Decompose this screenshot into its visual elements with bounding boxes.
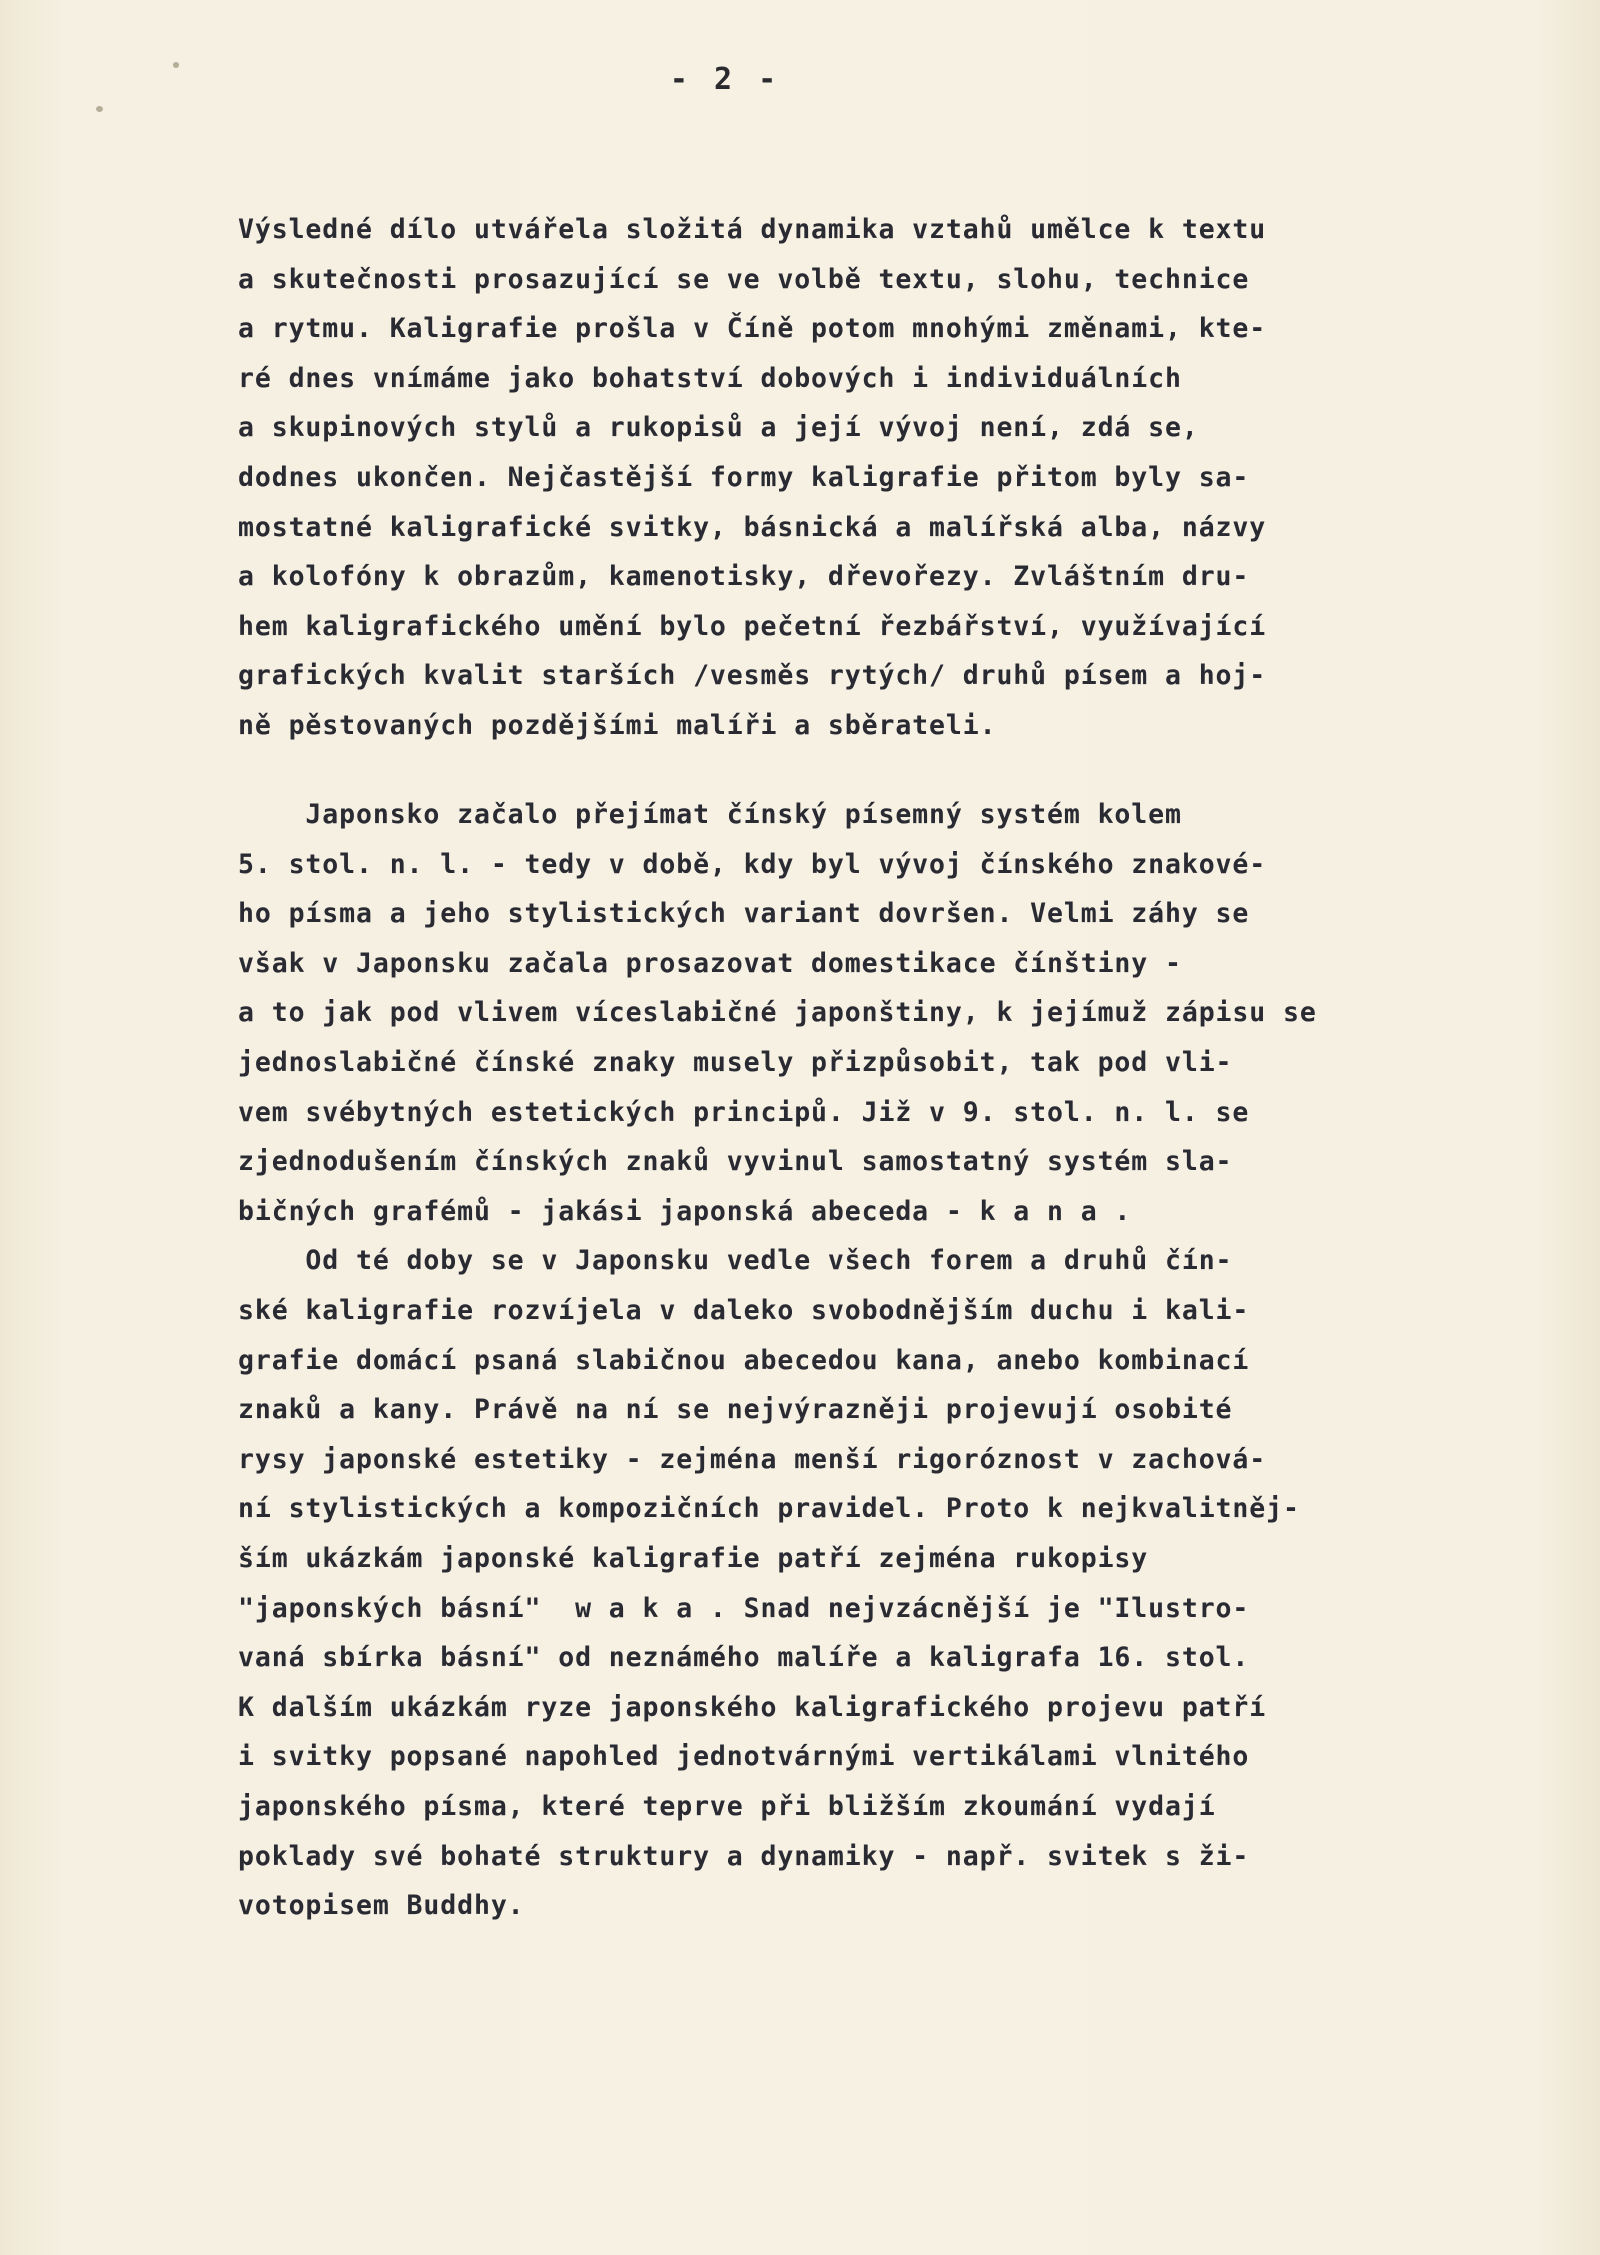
text-line: 5. stol. n. l. - tedy v době, kdy byl vývoj čínského znakové-	[238, 848, 1267, 880]
text-line: ní stylistických a kompozičních pravidel. Proto k nejkvalitněj-	[238, 1493, 1300, 1525]
text-line: grafie domácí psaná slabičnou abecedou kana, anebo kombinací	[238, 1344, 1250, 1376]
text-line: ším ukázkám japonské kaligrafie patří zejména rukopisy	[238, 1543, 1149, 1574]
text-line: a rytmu. Kaligrafie prošla v Číně potom mnohými změnami, kte-	[238, 313, 1267, 345]
text-line: ně pěstovaných pozdějšími malíři a sběrateli.	[238, 710, 997, 741]
text-line: zjednodušením čínských znaků vyvinul samostatný systém sla-	[238, 1146, 1233, 1178]
text-line: hem kaligrafického umění bylo pečetní řezbářství, využívající	[238, 610, 1267, 642]
text-line: vem svébytných estetických principů. Již v 9. stol. n. l. se	[238, 1096, 1250, 1128]
paper-speck	[96, 106, 103, 112]
text-line: ho písma a jeho stylistických variant dovršen. Velmi záhy se	[238, 898, 1250, 930]
text-line: K dalším ukázkám ryze japonského kaligrafického projevu patří	[238, 1691, 1267, 1723]
text-line: Japonsko začalo přejímat čínský písemný systém kolem	[238, 799, 1182, 830]
text-line: dodnes ukončen. Nejčastější formy kaligrafie přitom byly sa-	[238, 462, 1250, 493]
text-line: však v Japonsku začala prosazovat domestikace čínštiny -	[238, 947, 1182, 979]
text-line: "japonských básní" w a k a . Snad nejvzácnější je "Ilustro-	[238, 1592, 1250, 1624]
text-line: grafických kvalit starších /vesměs rytých/ druhů písem a hoj-	[238, 660, 1267, 692]
text-line: a kolofóny k obrazům, kamenotisky, dřevořezy. Zvláštním dru-	[238, 561, 1250, 593]
text-line: znaků a kany. Právě na ní se nejvýrazněji projevují osobité	[238, 1394, 1233, 1426]
page-number: - 2 -	[669, 62, 781, 97]
text-line: mostatné kaligrafické svitky, básnická a malířská alba, názvy	[238, 511, 1267, 543]
text-line: a to jak pod vlivem víceslabičné japonštiny, k jejímuž zápisu se	[238, 997, 1317, 1029]
text-line: Od té doby se v Japonsku vedle všech forem a druhů čín-	[238, 1245, 1233, 1277]
text-line: votopisem Buddhy.	[238, 1890, 525, 1922]
text-line: rysy japonské estetiky - zejména menší rigoróznost v zachová-	[238, 1443, 1267, 1475]
text-line: i svitky popsané napohled jednotvárnými vertikálami vlnitého	[238, 1741, 1250, 1773]
text-line: jednoslabičné čínské znaky musely přizpůsobit, tak pod vli-	[238, 1047, 1233, 1078]
text-line: japonského písma, které teprve při bližším zkoumání vydají	[238, 1791, 1216, 1822]
text-line: Výsledné dílo utvářela složitá dynamika vztahů umělce k textu	[238, 214, 1267, 245]
text-line: ské kaligrafie rozvíjela v daleko svobodnějším duchu i kali-	[238, 1295, 1250, 1326]
text-line: bičných grafémů - jakási japonská abeceda - k a n a .	[238, 1195, 1132, 1227]
text-line: a skupinových stylů a rukopisů a její vývoj není, zdá se,	[238, 412, 1199, 444]
text-line: vaná sbírka básní" od neznámého malíře a kaligrafa 16. stol.	[238, 1642, 1250, 1674]
paper-speck	[173, 62, 179, 68]
text-line: a skutečnosti prosazující se ve volbě textu, slohu, technice	[238, 263, 1250, 295]
text-line: ré dnes vnímáme jako bohatství dobových i individuálních	[238, 362, 1182, 394]
text-line: poklady své bohaté struktury a dynamiky - např. svitek s ži-	[238, 1840, 1250, 1872]
